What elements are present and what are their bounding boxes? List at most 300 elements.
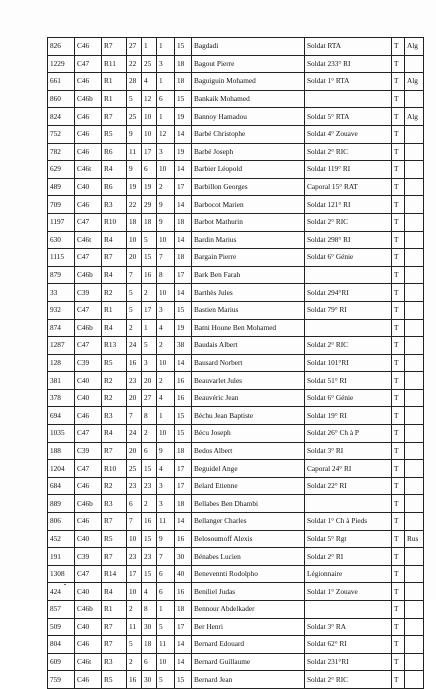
cell-cemetery-code: C40 [75, 583, 102, 601]
cell-grave-col-b: 16 [142, 513, 157, 531]
table-row [48, 354, 424, 372]
cell-status: T [392, 477, 405, 495]
cell-grave-col-b: 5 [142, 337, 157, 355]
cell-origin [405, 266, 424, 284]
cell-name: Barbocot Marien [192, 196, 305, 214]
cell-status: T [392, 266, 405, 284]
cell-row-code: R4 [102, 266, 127, 284]
cell-row-code: R2 [102, 389, 127, 407]
cell-status: T [392, 442, 405, 460]
cell-status: T [392, 495, 405, 513]
table-row [48, 301, 424, 319]
cell-row-code: R7 [102, 108, 127, 126]
table-row [48, 671, 424, 689]
cell-status: T [392, 460, 405, 478]
cell-grave-col-a: 20 [127, 442, 142, 460]
cell-row-code: R7 [102, 442, 127, 460]
cell-grave-col-b: 2 [142, 425, 157, 443]
cell-name: Belard Etienne [192, 477, 305, 495]
cell-grave-col-d: 38 [175, 337, 192, 355]
cell-grave-col-c: 6 [157, 583, 175, 601]
cell-origin [405, 249, 424, 267]
cell-rank-unit: Soldat 79° RI [305, 301, 392, 319]
cell-row-code: R3 [102, 407, 127, 425]
cell-row-code: R11 [102, 55, 127, 73]
cell-origin [405, 354, 424, 372]
cell-status: T [392, 196, 405, 214]
cell-grave-col-a: 24 [127, 337, 142, 355]
cell-rank-unit: Soldat 3° RA [305, 618, 392, 636]
cell-record-number: 1287 [48, 337, 75, 355]
cell-grave-col-c: 8 [157, 266, 175, 284]
cell-rank-unit: Caporal 15° RAT [305, 178, 392, 196]
cell-grave-col-d: 14 [175, 231, 192, 249]
cell-grave-col-d: 14 [175, 513, 192, 531]
cell-name: Baguiguin Mohamed [192, 73, 305, 91]
cell-grave-col-d: 14 [175, 636, 192, 654]
cell-grave-col-b: 30 [142, 618, 157, 636]
cell-origin: Alg [405, 108, 424, 126]
cell-record-number: 188 [48, 442, 75, 460]
cell-cemetery-code: C46 [75, 636, 102, 654]
cell-status: T [392, 38, 405, 56]
cell-record-number: 806 [48, 513, 75, 531]
cell-origin [405, 213, 424, 231]
cell-record-number: 630 [48, 231, 75, 249]
cell-grave-col-a: 25 [127, 108, 142, 126]
cell-grave-col-d: 17 [175, 266, 192, 284]
cell-name: Bannoy Hamadou [192, 108, 305, 126]
cell-grave-col-c: 10 [157, 284, 175, 302]
cell-rank-unit: Soldat 2° RI [305, 548, 392, 566]
cell-grave-col-a: 23 [127, 372, 142, 390]
cell-cemetery-code: C47 [75, 55, 102, 73]
cell-grave-col-c: 6 [157, 565, 175, 583]
cell-grave-col-c: 11 [157, 636, 175, 654]
cell-origin [405, 178, 424, 196]
cell-grave-col-a: 23 [127, 548, 142, 566]
table-row [48, 583, 424, 601]
table-row [48, 90, 424, 108]
cell-grave-col-a: 11 [127, 143, 142, 161]
cell-grave-col-b: 12 [142, 90, 157, 108]
cell-grave-col-d: 14 [175, 284, 192, 302]
cell-name: Bagout Pierre [192, 55, 305, 73]
cell-cemetery-code: C46t [75, 231, 102, 249]
cell-grave-col-a: 28 [127, 73, 142, 91]
cell-grave-col-d: 15 [175, 671, 192, 689]
cell-grave-col-d: 18 [175, 601, 192, 619]
cell-grave-col-c: 7 [157, 249, 175, 267]
cell-origin: Rus [405, 530, 424, 548]
cell-name: Bastien Marius [192, 301, 305, 319]
cell-grave-col-c: 11 [157, 513, 175, 531]
cell-cemetery-code: C47 [75, 249, 102, 267]
cell-rank-unit: Soldat 4° Zouave [305, 125, 392, 143]
cell-name: Bardin Marius [192, 231, 305, 249]
cell-status: T [392, 337, 405, 355]
cell-record-number: 424 [48, 583, 75, 601]
table-row [48, 319, 424, 337]
cell-grave-col-c: 3 [157, 301, 175, 319]
cell-record-number: 609 [48, 653, 75, 671]
cell-name: Bellabes Ben Dhambi [192, 495, 305, 513]
cell-grave-col-c: 10 [157, 354, 175, 372]
cell-rank-unit: Soldat 19° RI [305, 407, 392, 425]
cell-grave-col-a: 9 [127, 161, 142, 179]
cell-grave-col-b: 3 [142, 354, 157, 372]
cell-record-number: 889 [48, 495, 75, 513]
cell-row-code: R4 [102, 319, 127, 337]
cell-rank-unit [305, 90, 392, 108]
cell-cemetery-code: C46b [75, 495, 102, 513]
cell-origin: Alg [405, 73, 424, 91]
cell-origin [405, 161, 424, 179]
table-row [48, 407, 424, 425]
cell-record-number: 191 [48, 548, 75, 566]
cell-row-code: R1 [102, 90, 127, 108]
cell-record-number: 629 [48, 161, 75, 179]
cell-grave-col-c: 4 [157, 460, 175, 478]
cell-status: T [392, 583, 405, 601]
cell-grave-col-a: 10 [127, 231, 142, 249]
cell-row-code: R7 [102, 618, 127, 636]
cell-grave-col-d: 14 [175, 354, 192, 372]
cell-grave-col-d: 18 [175, 495, 192, 513]
cell-status: T [392, 389, 405, 407]
cell-cemetery-code: C46 [75, 108, 102, 126]
cell-status: T [392, 636, 405, 654]
cell-origin [405, 671, 424, 689]
cell-row-code: R5 [102, 354, 127, 372]
cell-grave-col-b: 23 [142, 477, 157, 495]
table-row [48, 125, 424, 143]
cell-grave-col-c: 4 [157, 319, 175, 337]
cell-row-code: R1 [102, 73, 127, 91]
cell-grave-col-a: 17 [127, 565, 142, 583]
cell-name: Bellanger Charles [192, 513, 305, 531]
cell-cemetery-code: C46 [75, 143, 102, 161]
cell-grave-col-b: 15 [142, 530, 157, 548]
cell-grave-col-b: 8 [142, 407, 157, 425]
cell-origin [405, 460, 424, 478]
table-row [48, 178, 424, 196]
cell-cemetery-code: C47 [75, 425, 102, 443]
cell-origin [405, 337, 424, 355]
cell-grave-col-d: 17 [175, 477, 192, 495]
cell-grave-col-b: 19 [142, 178, 157, 196]
cell-name: Bedos Albert [192, 442, 305, 460]
cell-cemetery-code: C47 [75, 460, 102, 478]
cell-grave-col-c: 3 [157, 55, 175, 73]
cell-rank-unit: Soldat 5° RTA [305, 108, 392, 126]
cell-cemetery-code: C39 [75, 548, 102, 566]
page-speck [64, 584, 66, 585]
cell-rank-unit: Soldat 1° RTA [305, 73, 392, 91]
cell-record-number: 489 [48, 178, 75, 196]
table-row [48, 442, 424, 460]
cell-grave-col-d: 18 [175, 442, 192, 460]
cell-grave-col-a: 10 [127, 530, 142, 548]
cell-record-number: 509 [48, 618, 75, 636]
cell-grave-col-a: 25 [127, 460, 142, 478]
cell-grave-col-b: 15 [142, 565, 157, 583]
cell-status: T [392, 372, 405, 390]
table-row [48, 38, 424, 56]
cell-name: Bécu Joseph [192, 425, 305, 443]
cell-name: Béchu Jean Baptiste [192, 407, 305, 425]
cell-rank-unit: Soldat 51° RI [305, 372, 392, 390]
cell-rank-unit: Soldat 22° RI [305, 477, 392, 495]
cell-name: Ber Henri [192, 618, 305, 636]
cell-grave-col-a: 2 [127, 319, 142, 337]
cell-cemetery-code: C46 [75, 477, 102, 495]
cell-rank-unit: Soldat 1° Zouave [305, 583, 392, 601]
cell-row-code: R4 [102, 583, 127, 601]
cell-cemetery-code: C46t [75, 653, 102, 671]
cell-record-number: 452 [48, 530, 75, 548]
cell-grave-col-c: 10 [157, 653, 175, 671]
cell-rank-unit: Soldat 121° RI [305, 196, 392, 214]
cell-grave-col-b: 6 [142, 442, 157, 460]
cell-grave-col-b: 27 [142, 389, 157, 407]
cell-grave-col-d: 16 [175, 530, 192, 548]
cell-record-number: 1197 [48, 213, 75, 231]
cell-origin [405, 284, 424, 302]
cell-rank-unit: Soldat RTA [305, 38, 392, 56]
cell-grave-col-a: 2 [127, 653, 142, 671]
cell-name: Bagdadi [192, 38, 305, 56]
cell-status: T [392, 178, 405, 196]
cell-rank-unit: Soldat 62° RI [305, 636, 392, 654]
cell-origin [405, 583, 424, 601]
cell-row-code: R6 [102, 143, 127, 161]
cell-grave-col-b: 25 [142, 55, 157, 73]
cell-cemetery-code: C46 [75, 196, 102, 214]
cell-grave-col-b: 30 [142, 671, 157, 689]
cell-grave-col-a: 7 [127, 513, 142, 531]
cell-rank-unit [305, 266, 392, 284]
cell-grave-col-c: 6 [157, 90, 175, 108]
cell-origin [405, 513, 424, 531]
cell-grave-col-c: 7 [157, 548, 175, 566]
cell-name: Baudais Albert [192, 337, 305, 355]
cell-grave-col-d: 14 [175, 653, 192, 671]
cell-origin [405, 565, 424, 583]
cell-record-number: 128 [48, 354, 75, 372]
cell-cemetery-code: C39 [75, 354, 102, 372]
table-row [48, 284, 424, 302]
cell-rank-unit: Soldat 3° RI [305, 442, 392, 460]
cell-origin [405, 301, 424, 319]
cell-origin [405, 618, 424, 636]
cell-row-code: R7 [102, 249, 127, 267]
cell-grave-col-b: 20 [142, 372, 157, 390]
cell-rank-unit: Soldat 231°RI [305, 653, 392, 671]
cell-grave-col-b: 10 [142, 125, 157, 143]
cell-cemetery-code: C46b [75, 319, 102, 337]
cell-status: T [392, 249, 405, 267]
cell-rank-unit [305, 601, 392, 619]
cell-grave-col-c: 4 [157, 389, 175, 407]
cell-cemetery-code: C40 [75, 178, 102, 196]
cell-record-number: 381 [48, 372, 75, 390]
cell-origin [405, 442, 424, 460]
cell-record-number: 694 [48, 407, 75, 425]
cell-record-number: 1035 [48, 425, 75, 443]
cell-row-code: R7 [102, 513, 127, 531]
cell-grave-col-c: 9 [157, 442, 175, 460]
table-row [48, 266, 424, 284]
cell-grave-col-d: 15 [175, 301, 192, 319]
cell-grave-col-b: 15 [142, 249, 157, 267]
cell-cemetery-code: C39 [75, 284, 102, 302]
cell-name: Beguidel Ange [192, 460, 305, 478]
cell-rank-unit: Soldat 6° Génie [305, 249, 392, 267]
cell-status: T [392, 319, 405, 337]
cell-grave-col-d: 15 [175, 90, 192, 108]
cell-grave-col-c: 1 [157, 108, 175, 126]
cell-grave-col-d: 14 [175, 125, 192, 143]
cell-grave-col-d: 18 [175, 213, 192, 231]
cell-row-code: R2 [102, 372, 127, 390]
cell-grave-col-a: 23 [127, 477, 142, 495]
cell-origin [405, 407, 424, 425]
cell-status: T [392, 530, 405, 548]
cell-record-number: 661 [48, 73, 75, 91]
cell-name: Bernard Edouard [192, 636, 305, 654]
table-row [48, 565, 424, 583]
cell-origin [405, 548, 424, 566]
cell-grave-col-d: 15 [175, 38, 192, 56]
table-row [48, 231, 424, 249]
cell-grave-col-b: 18 [142, 636, 157, 654]
cell-cemetery-code: C46 [75, 513, 102, 531]
table-row [48, 108, 424, 126]
cell-grave-col-c: 10 [157, 231, 175, 249]
cell-rank-unit: Soldat 2° RIC [305, 213, 392, 231]
cell-name: Barbé Christophe [192, 125, 305, 143]
table-row [48, 653, 424, 671]
cell-rank-unit: Soldat 119° RI [305, 161, 392, 179]
cell-cemetery-code: C46 [75, 407, 102, 425]
table-row [48, 513, 424, 531]
cell-name: Barbot Mathurin [192, 213, 305, 231]
cell-grave-col-a: 18 [127, 213, 142, 231]
cell-grave-col-b: 1 [142, 319, 157, 337]
cell-status: T [392, 565, 405, 583]
cell-origin [405, 372, 424, 390]
cell-grave-col-c: 10 [157, 161, 175, 179]
cell-status: T [392, 671, 405, 689]
cell-name: Benevennti Rodolpho [192, 565, 305, 583]
table-row [48, 425, 424, 443]
table-row [48, 530, 424, 548]
cell-status: T [392, 90, 405, 108]
cell-row-code: R3 [102, 196, 127, 214]
cell-origin [405, 125, 424, 143]
cell-origin [405, 319, 424, 337]
cell-origin [405, 389, 424, 407]
cell-rank-unit: Soldat 2° RIC [305, 143, 392, 161]
cell-grave-col-d: 18 [175, 73, 192, 91]
cell-grave-col-a: 5 [127, 301, 142, 319]
cell-grave-col-d: 16 [175, 583, 192, 601]
table-row [48, 495, 424, 513]
cell-record-number: 33 [48, 284, 75, 302]
register-table [47, 37, 424, 689]
cell-record-number: 879 [48, 266, 75, 284]
cell-grave-col-a: 27 [127, 38, 142, 56]
cell-name: Bernard Jean [192, 671, 305, 689]
cell-name: Bargain Pierre [192, 249, 305, 267]
cell-status: T [392, 407, 405, 425]
cell-grave-col-b: 17 [142, 143, 157, 161]
table-row [48, 601, 424, 619]
cell-cemetery-code: C47 [75, 213, 102, 231]
cell-cemetery-code: C46b [75, 601, 102, 619]
cell-grave-col-b: 6 [142, 653, 157, 671]
cell-origin [405, 601, 424, 619]
cell-grave-col-d: 14 [175, 161, 192, 179]
cell-rank-unit: Soldat 294°RI [305, 284, 392, 302]
cell-grave-col-c: 1 [157, 601, 175, 619]
cell-status: T [392, 55, 405, 73]
cell-cemetery-code: C47 [75, 337, 102, 355]
cell-name: Beauvéric Jean [192, 389, 305, 407]
cell-row-code: R4 [102, 231, 127, 249]
cell-grave-col-d: 16 [175, 389, 192, 407]
table-row [48, 337, 424, 355]
cell-record-number: 1229 [48, 55, 75, 73]
cell-origin [405, 653, 424, 671]
cell-row-code: R7 [102, 636, 127, 654]
cell-grave-col-b: 1 [142, 38, 157, 56]
cell-record-number: 709 [48, 196, 75, 214]
cell-origin [405, 55, 424, 73]
cell-grave-col-a: 16 [127, 354, 142, 372]
cell-grave-col-a: 6 [127, 495, 142, 513]
cell-grave-col-d: 40 [175, 565, 192, 583]
cell-grave-col-c: 1 [157, 407, 175, 425]
cell-cemetery-code: C40 [75, 618, 102, 636]
table-row [48, 161, 424, 179]
table-row [48, 618, 424, 636]
cell-grave-col-c: 2 [157, 337, 175, 355]
cell-grave-col-b: 4 [142, 73, 157, 91]
cell-grave-col-b: 2 [142, 495, 157, 513]
cell-grave-col-a: 10 [127, 583, 142, 601]
cell-rank-unit: Soldat 2° RIC [305, 671, 392, 689]
cell-grave-col-a: 22 [127, 55, 142, 73]
cell-row-code: R5 [102, 671, 127, 689]
cell-origin [405, 477, 424, 495]
cell-origin [405, 196, 424, 214]
cell-grave-col-c: 9 [157, 530, 175, 548]
cell-row-code: R2 [102, 477, 127, 495]
cell-status: T [392, 618, 405, 636]
table-row [48, 249, 424, 267]
cell-name: Belosoumoff Alexis [192, 530, 305, 548]
table-row [48, 73, 424, 91]
cell-record-number: 684 [48, 477, 75, 495]
cell-grave-col-c: 3 [157, 143, 175, 161]
cell-cemetery-code: C46 [75, 73, 102, 91]
cell-rank-unit: Soldat 6° Génie [305, 389, 392, 407]
cell-cemetery-code: C46b [75, 266, 102, 284]
cell-grave-col-c: 9 [157, 213, 175, 231]
table-row [48, 213, 424, 231]
